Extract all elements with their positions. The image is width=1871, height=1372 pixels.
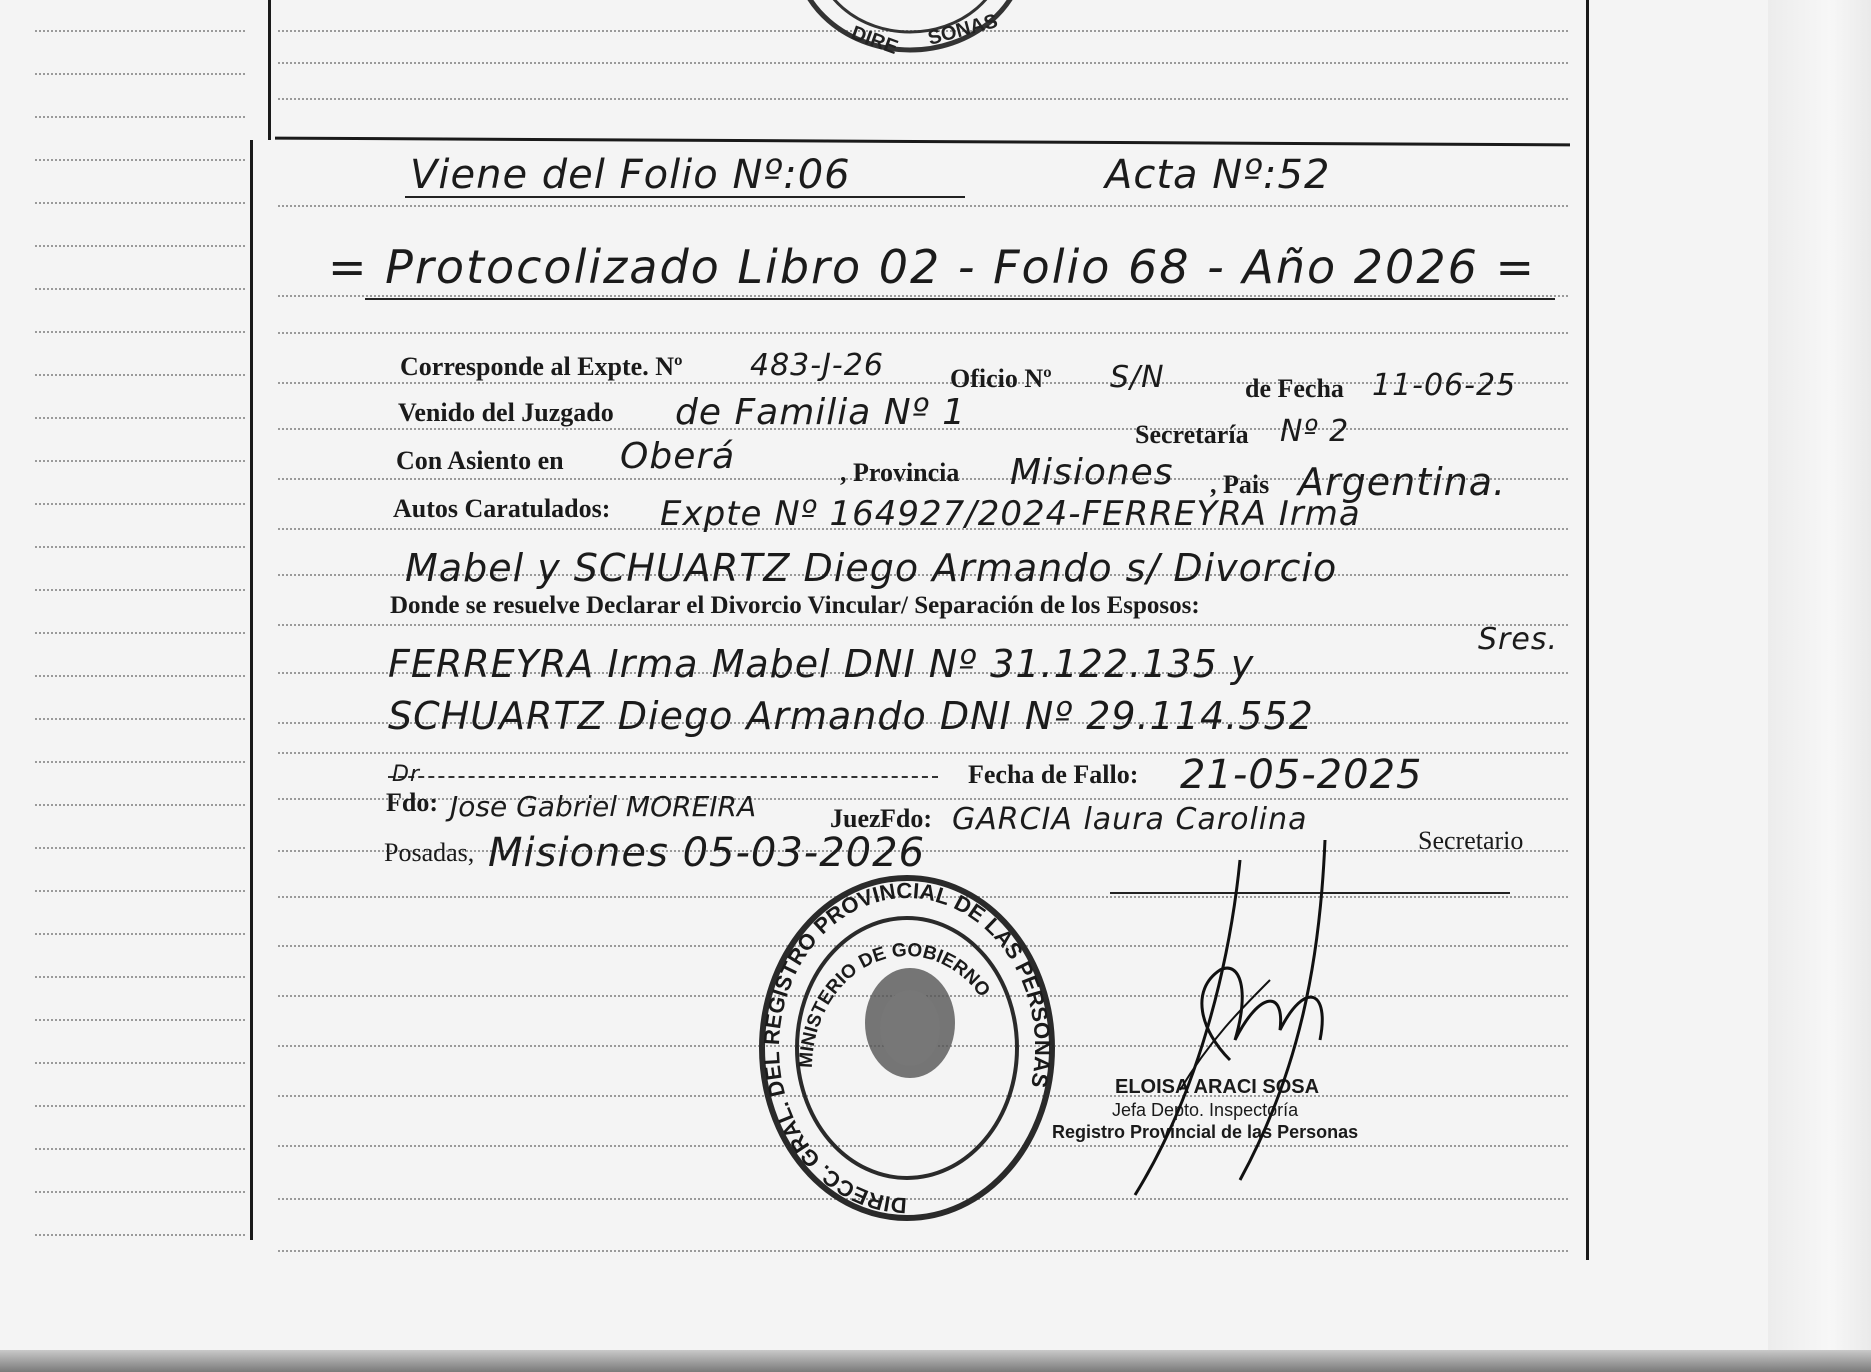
margin-rule	[35, 245, 245, 247]
stamp-title: Jefa Depto. Inspectoría	[1112, 1100, 1299, 1120]
margin-rule	[35, 417, 245, 419]
margin-rule	[35, 761, 245, 763]
venido-label: Venido del Juzgado	[398, 398, 614, 427]
secretario-value: GARCIA laura Carolina	[952, 802, 1308, 837]
margin-rule	[35, 1062, 245, 1064]
fecha-fallo-label: Fecha de Fallo:	[968, 760, 1139, 789]
margin-rule	[35, 1105, 245, 1107]
page-rule	[278, 332, 1568, 334]
svg-text:DIRE: DIRE	[848, 22, 901, 60]
page-edge	[1768, 0, 1871, 1372]
seal-outer-text: DIRECC. GRAL. DEL REGISTRO PROVINCIAL DE LAS PERSONAS	[758, 877, 1056, 1219]
margin-rule	[35, 804, 245, 806]
page-rule	[278, 295, 1568, 297]
oficio-label: Oficio Nº	[950, 364, 1052, 393]
left-border	[250, 140, 253, 1240]
juez-label: Juez	[830, 804, 881, 833]
margin-rule	[35, 933, 245, 935]
provincia-value: Misiones	[1010, 452, 1174, 493]
margin-rule	[35, 30, 245, 32]
stamp-org: Registro Provincial de las Personas	[1052, 1122, 1359, 1142]
oficio-value: S/N	[1110, 360, 1165, 395]
registry-seal	[752, 868, 1062, 1228]
top-seal	[780, 0, 1040, 60]
margin-rule	[35, 202, 245, 204]
posadas-value: Misiones 05-03-2026	[488, 830, 926, 876]
margin-rule	[35, 675, 245, 677]
margin-rule	[35, 1234, 245, 1236]
section-separator	[275, 137, 1570, 147]
protocol-line: = Protocolizado Libro 02 - Folio 68 - Año 2026 =	[328, 240, 1537, 294]
secretaria-label: Secretaría	[1135, 420, 1249, 449]
margin-rule	[35, 718, 245, 720]
margin-rule	[35, 73, 245, 75]
right-border	[1586, 0, 1589, 1260]
margin-rule	[35, 116, 245, 118]
posadas-label: Posadas,	[384, 838, 475, 867]
page-rule	[278, 98, 1568, 100]
esposos-line1: FERREYRA Irma Mabel DNI Nº 31.122.135 y	[388, 642, 1255, 686]
protocol-underline	[365, 298, 1555, 300]
esposos-line2: SCHUARTZ Diego Armando DNI Nº 29.114.552	[388, 694, 1314, 738]
fallo-dashline	[388, 776, 938, 778]
fecha-value: 11-06-25	[1372, 368, 1517, 403]
page-rule	[278, 1250, 1568, 1252]
svg-text:SONAS: SONAS	[925, 10, 1000, 50]
autos-label: Autos Caratulados:	[393, 494, 611, 523]
signature	[1120, 840, 1380, 1220]
margin-rule	[35, 331, 245, 333]
margin-rule	[35, 159, 245, 161]
asiento-value: Oberá	[620, 436, 736, 477]
margin-rule	[35, 460, 245, 462]
margin-rule	[35, 503, 245, 505]
seal-inner-text: MINISTERIO DE GOBIERNO	[795, 939, 995, 1069]
fecha-label: de Fecha	[1245, 374, 1344, 403]
margin-rule	[35, 976, 245, 978]
margin-rule	[35, 1191, 245, 1193]
margin-rule	[35, 1148, 245, 1150]
folio-line: Viene del Folio Nº:06	[410, 152, 851, 198]
juzgado-value: de Familia Nº 1	[675, 392, 967, 433]
margin-rule	[35, 546, 245, 548]
left-border-top	[268, 0, 271, 140]
corresponde-label: Corresponde al Expte. Nº	[400, 352, 683, 381]
acta-line: Acta Nº:52	[1105, 152, 1331, 198]
margin-rule	[35, 1019, 245, 1021]
fdo-label: Fdo:	[386, 788, 438, 817]
margin-rule	[35, 288, 245, 290]
pais-value: Argentina.	[1298, 460, 1507, 504]
margin-rule	[35, 589, 245, 591]
sres-value: Sres.	[1478, 622, 1558, 657]
scan-bottom-shadow	[0, 1350, 1871, 1372]
margin-rule	[35, 374, 245, 376]
provincia-label: , Provincia	[840, 458, 960, 487]
donde-label: Donde se resuelve Declarar el Divorcio Vincular/ Separación de los Esposos:	[390, 592, 1200, 619]
expte-value: 483-J-26	[750, 348, 884, 383]
secretario-label: Secretario	[1418, 826, 1524, 855]
fecha-fallo-value: 21-05-2025	[1180, 752, 1423, 798]
dr-prefix: Dr	[392, 762, 420, 787]
juez-value: Jose Gabriel MOREIRA	[450, 790, 757, 823]
margin-rule	[35, 847, 245, 849]
folio-underline	[405, 196, 965, 198]
asiento-label: Con Asiento en	[396, 446, 564, 475]
autos-line1: Expte Nº 164927/2024-FERREYRA Irma	[660, 494, 1361, 534]
fdo2-label: Fdo:	[880, 804, 932, 833]
margin-rule	[35, 890, 245, 892]
stamp-name: ELOISA ARACI SOSA	[1115, 1076, 1320, 1098]
pais-label: , Pais	[1210, 470, 1270, 499]
page-rule	[278, 62, 1568, 64]
secretaria-value: Nº 2	[1280, 414, 1350, 449]
margin-rule	[35, 632, 245, 634]
page-rule	[278, 205, 1568, 207]
page-rule	[278, 624, 1568, 626]
autos-line2: Mabel y SCHUARTZ Diego Armando s/ Divorcio	[405, 546, 1338, 590]
